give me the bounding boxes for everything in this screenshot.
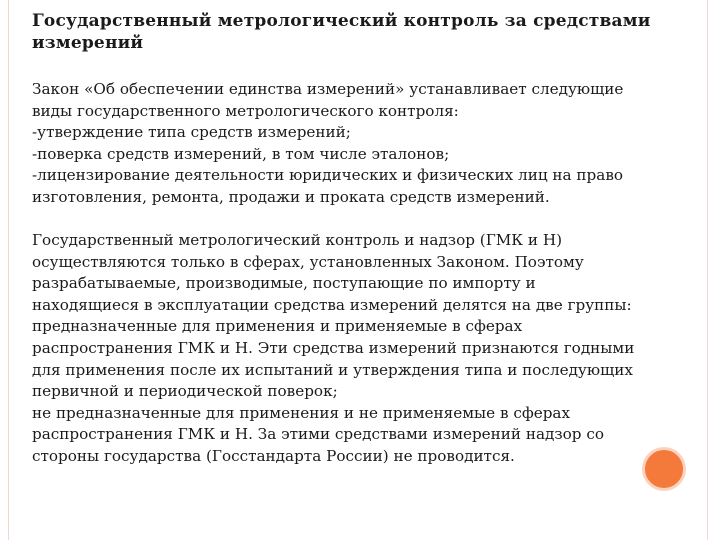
decorative-circle [642, 447, 686, 491]
slide-title: Государственный метрологический контроль за средствами измерений [32, 11, 651, 53]
paragraph-supervision: Государственный метрологический контроль и надзор (ГМК и Н) осуществляются только в сферах, установленных Законом. Поэтому разрабатываемые, производимые, поступающие по импорту и находящиеся в эксплуатации средства измерений делятся на две группы: предназначенные для применения и применяемые в сферах распространения ГМК и Н. Эти средства измерений признаются годными для применения после их испытаний и утверждения типа и последующих первичной и периодической поверок; не предназначенные для применения и не применяемые в сферах распространения ГМК и Н. За этими средствами измерений надзор со стороны государства (Госстандарта России) не проводится. [32, 231, 635, 465]
paragraph-control-types: Закон «Об обеспечении единства измерений» устанавливает следующие виды государственного метрологического контроля: -утверждение типа средств измерений; -поверка средств измерений, в том числе эталонов; -лицензирование деятельности юридических и физических лиц на право изготовления, ремонта, продажи и проката средств измерений. [32, 80, 624, 206]
